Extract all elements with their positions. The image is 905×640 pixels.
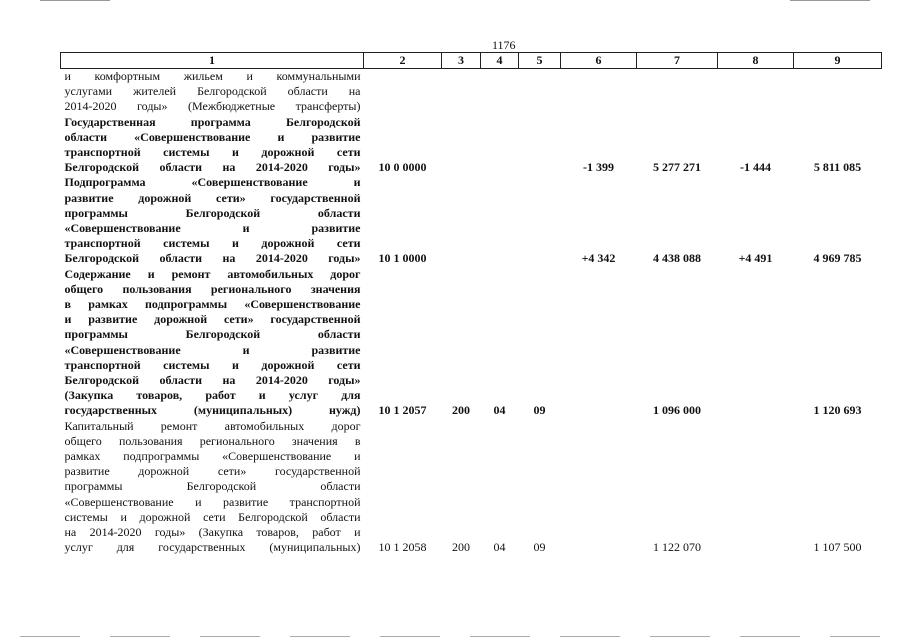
column-header: 7 — [637, 53, 718, 69]
description-line: транспортной системы и дорожной сети — [64, 145, 361, 160]
row-subsection: 09 — [533, 403, 546, 418]
row-expense-type — [442, 175, 481, 266]
row-change-2016: -1 444 — [740, 160, 771, 175]
row-code: 10 1 2058 — [378, 540, 427, 555]
row-change-2016 — [718, 267, 794, 419]
row-change-2015: -1 399 — [583, 160, 614, 175]
row-change-2015 — [561, 69, 637, 115]
table-row — [61, 69, 882, 115]
row-expense-type — [442, 69, 481, 115]
description-line: услугами жителей Белгородской области на — [64, 84, 361, 99]
description-line: области «Совершенствование и развитие — [64, 129, 361, 144]
row-change-2016: +4 491 — [738, 251, 773, 266]
description-line: развитие дорожной сети» государственной — [64, 464, 361, 479]
row-description — [61, 115, 364, 176]
table-header-row — [61, 53, 882, 69]
column-header: 2 — [364, 53, 442, 69]
column-header: 3 — [442, 53, 481, 69]
table-row — [61, 267, 882, 419]
row-amount-2015 — [637, 69, 718, 115]
row-amount-2016: 1 120 693 — [813, 403, 862, 418]
row-expense-type — [442, 115, 481, 176]
row-code: 10 1 2057 — [378, 403, 427, 418]
description-line: «Совершенствование и развитие транспортной — [64, 494, 361, 509]
description-line: услуг для государственных (муниципальных) — [64, 540, 361, 555]
description-line: общего пользования регионального значения в — [64, 433, 361, 448]
column-header: 8 — [718, 53, 794, 69]
row-amount-2015: 1 122 070 — [653, 540, 701, 555]
row-amount-2016 — [794, 69, 882, 115]
description-line: государственных (муниципальных) нужд) — [64, 403, 361, 418]
row-section: 04 — [493, 540, 506, 555]
description-line: программы Белгородской области — [64, 327, 361, 342]
top-left-rule — [40, 0, 110, 1]
table-row — [61, 419, 882, 556]
row-expense-type: 200 — [452, 540, 470, 555]
row-change-2015 — [561, 419, 637, 556]
row-section: 04 — [493, 403, 506, 418]
description-line: на 2014-2020 годы» (Закупка товаров, работ и — [64, 525, 361, 540]
description-line: Подпрограмма «Совершенствование и — [64, 175, 361, 190]
bottom-rule — [20, 636, 880, 637]
description-line: «Совершенствование и развитие — [64, 342, 361, 357]
row-change-2015 — [561, 267, 637, 419]
row-description — [61, 267, 364, 419]
row-code — [364, 69, 442, 115]
row-amount-2016: 1 107 500 — [813, 540, 862, 555]
top-right-rule — [790, 0, 870, 1]
column-header: 1 — [61, 53, 364, 69]
table-row — [61, 115, 882, 176]
description-line: рамках подпрограммы «Совершенствование и — [64, 449, 361, 464]
description-line: Белгородской области на 2014-2020 годы» — [64, 160, 361, 175]
row-description — [61, 175, 364, 266]
description-line: общего пользования регионального значения — [64, 281, 361, 296]
description-line: и комфортным жильем и коммунальными — [64, 69, 361, 83]
description-line: в рамках подпрограммы «Совершенствование — [64, 297, 361, 312]
row-amount-2015: 5 277 271 — [653, 160, 701, 175]
description-line: Содержание и ремонт автомобильных дорог — [64, 266, 361, 281]
row-expense-type: 200 — [452, 403, 470, 418]
description-line: транспортной системы и дорожной сети — [64, 357, 361, 372]
description-line: и развитие дорожной сети» государственной — [64, 312, 361, 327]
description-line: Капитальный ремонт автомобильных дорог — [64, 418, 361, 433]
description-line: системы и дорожной сети Белгородской области — [64, 509, 361, 524]
table-row — [61, 175, 882, 266]
column-header: 4 — [481, 53, 519, 69]
column-header: 6 — [561, 53, 637, 69]
row-code: 10 0 0000 — [378, 160, 427, 175]
row-description — [61, 419, 364, 556]
description-line: транспортной системы и дорожной сети — [64, 236, 361, 251]
row-section — [481, 175, 519, 266]
description-line: «Совершенствование и развитие — [64, 221, 361, 236]
description-line: развитие дорожной сети» государственной — [64, 190, 361, 205]
column-header: 5 — [519, 53, 561, 69]
column-header: 9 — [794, 53, 882, 69]
row-subsection — [519, 69, 561, 115]
description-line: 2014-2020 годы» (Межбюджетные трансферты) — [64, 99, 361, 114]
budget-table — [60, 52, 882, 556]
row-amount-2015: 1 096 000 — [653, 403, 701, 418]
row-amount-2016: 4 969 785 — [813, 251, 862, 266]
table-body — [61, 69, 882, 556]
row-section — [481, 115, 519, 176]
description-line: программы Белгородской области — [64, 205, 361, 220]
description-line: (Закупка товаров, работ и услуг для — [64, 388, 361, 403]
description-line: программы Белгородской области — [64, 479, 361, 494]
row-subsection: 09 — [533, 540, 546, 555]
row-amount-2016: 5 811 085 — [813, 160, 862, 175]
row-code: 10 1 0000 — [378, 251, 427, 266]
row-subsection — [519, 115, 561, 176]
row-subsection — [519, 175, 561, 266]
page-number: 1176 — [492, 38, 516, 52]
row-change-2016 — [718, 69, 794, 115]
description-line: Государственная программа Белгородской — [64, 114, 361, 129]
row-change-2016 — [718, 419, 794, 556]
description-line: Белгородской области на 2014-2020 годы» — [64, 251, 361, 266]
row-amount-2015: 4 438 088 — [653, 251, 701, 266]
description-line: Белгородской области на 2014-2020 годы» — [64, 373, 361, 388]
row-change-2015: +4 342 — [581, 251, 616, 266]
row-section — [481, 69, 519, 115]
row-description — [61, 69, 364, 115]
